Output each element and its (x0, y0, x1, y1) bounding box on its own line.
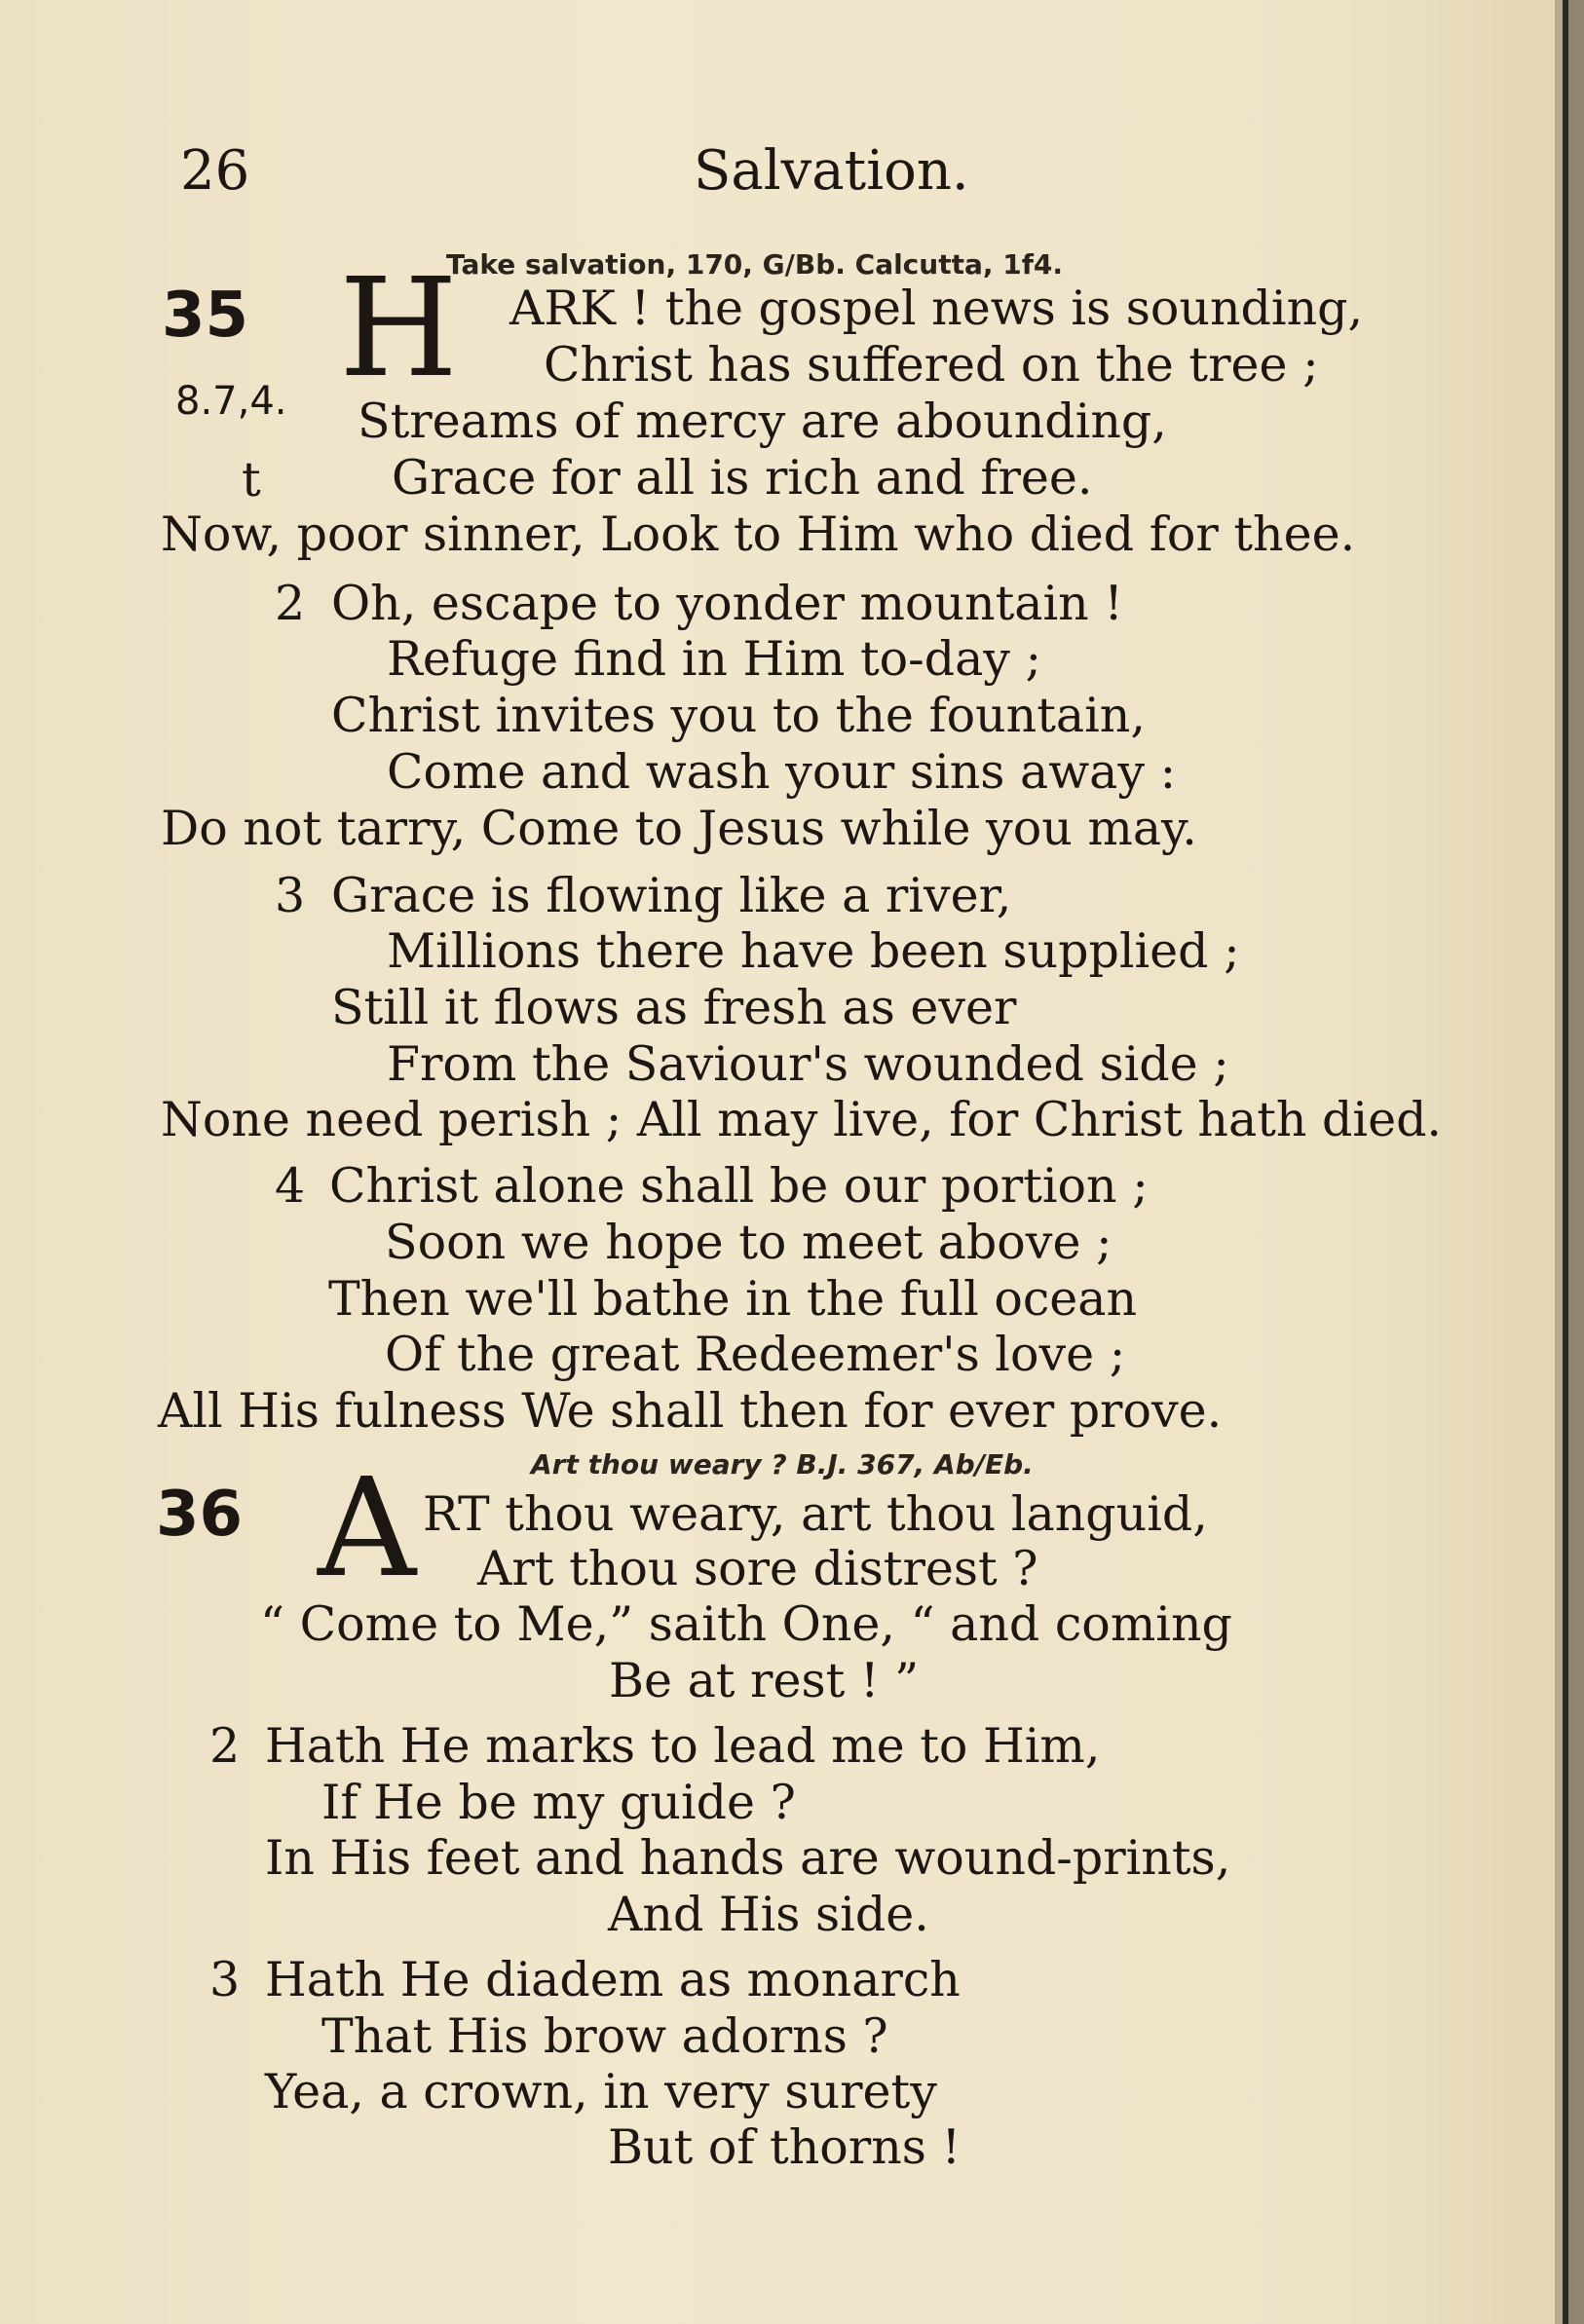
hymn-35-v3-line-3: Still it flows as fresh as ever (331, 980, 1017, 1035)
hymn-36-v2-line-1: Hath He marks to lead me to Him, (265, 1718, 1101, 1774)
hymn-35-v4-line-4: Of the great Redeemer's love ; (385, 1327, 1126, 1382)
hymn-36-v3-line-4: But of thorns ! (608, 2119, 962, 2175)
hymn-35-v3-line-2: Millions there have been supplied ; (387, 923, 1240, 979)
hymn-36-v3-line-1: Hath He diadem as monarch (265, 1952, 961, 2007)
hymn-36-number: 36 (156, 1479, 244, 1551)
hymn-36-v2-line-4: And His side. (608, 1887, 929, 1942)
hymn-35-v4-line-2: Soon we hope to meet above ; (385, 1215, 1113, 1270)
hymn-36-verse-3-number: 3 (209, 1952, 241, 2007)
hymn-35-v3-line-5: None need perish ; All may live, for Christ hath died. (161, 1092, 1443, 1147)
hymn-35-drop-cap: H (339, 249, 459, 408)
page-edge (1555, 0, 1563, 2324)
hymn-36-v2-line-2: If He be my guide ? (321, 1775, 796, 1830)
hymn-35-v2-line-3: Christ invites you to the fountain, (331, 688, 1146, 743)
hymn-35-v4-line-3: Then we'll bathe in the full ocean (328, 1271, 1138, 1327)
hymn-35-v4-line-5: All His fulness We shall then for ever prove. (158, 1383, 1223, 1439)
hymn-35-line-3: Streams of mercy are abounding, (358, 394, 1167, 449)
hymn-35-line-1: ARK ! the gospel news is sounding, (509, 281, 1364, 336)
hymn-36-v3-line-3: Yea, a crown, in very surety (265, 2064, 937, 2119)
hymn-35-verse-4-number: 4 (275, 1158, 306, 1214)
hymn-35-v3-line-1: Grace is flowing like a river, (331, 868, 1012, 923)
hymn-35-line-4: Grace for all is rich and free. (392, 450, 1093, 506)
hymn-36-line-4: Be at rest ! ” (609, 1653, 920, 1708)
hymn-35-v2-line-5: Do not tarry, Come to Jesus while you may. (161, 801, 1197, 856)
hymn-35-meter: 8.7,4. (175, 379, 287, 424)
hymn-36-line-2: Art thou sore distrest ? (477, 1541, 1038, 1596)
hymn-35-verse-2-number: 2 (275, 576, 306, 631)
page-title: Salvation. (694, 139, 969, 203)
book-spine (1568, 0, 1584, 2324)
hymn-35-v2-line-4: Come and wash your sins away : (387, 744, 1177, 800)
hymn-35-v2-line-1: Oh, escape to yonder mountain ! (331, 576, 1123, 631)
hymn-35-v3-line-4: From the Saviour's wounded side ; (387, 1036, 1229, 1092)
hymn-35-number: 35 (162, 280, 249, 352)
hymn-36-drop-cap: A (318, 1449, 417, 1608)
hymn-35-tune-line: Take salvation, 170, G/Bb. Calcutta, 1f4. (446, 248, 1064, 281)
hymn-35-v4-line-1: Christ alone shall be our portion ; (329, 1158, 1149, 1214)
hymn-36-tune-line: Art thou weary ? B.J. 367, Ab/Eb. (531, 1448, 1034, 1481)
hymn-35-v2-line-2: Refuge find in Him to-day ; (387, 631, 1042, 687)
hymn-36-line-1: RT thou weary, art thou languid, (423, 1486, 1208, 1542)
hymn-36-verse-2-number: 2 (209, 1718, 241, 1774)
hymn-36-v3-line-2: That His brow adorns ? (321, 2008, 888, 2064)
page-number: 26 (180, 139, 250, 203)
hymn-36-v2-line-3: In His feet and hands are wound-prints, (265, 1830, 1231, 1886)
hymn-35-mark: t (242, 452, 261, 507)
hymn-36-line-3: “ Come to Me,” saith One, “ and coming (260, 1596, 1232, 1652)
hymn-35-line-2: Christ has suffered on the tree ; (544, 337, 1319, 393)
hymn-35-verse-3-number: 3 (275, 868, 306, 923)
hymn-35-line-5: Now, poor sinner, Look to Him who died for thee. (161, 506, 1356, 562)
